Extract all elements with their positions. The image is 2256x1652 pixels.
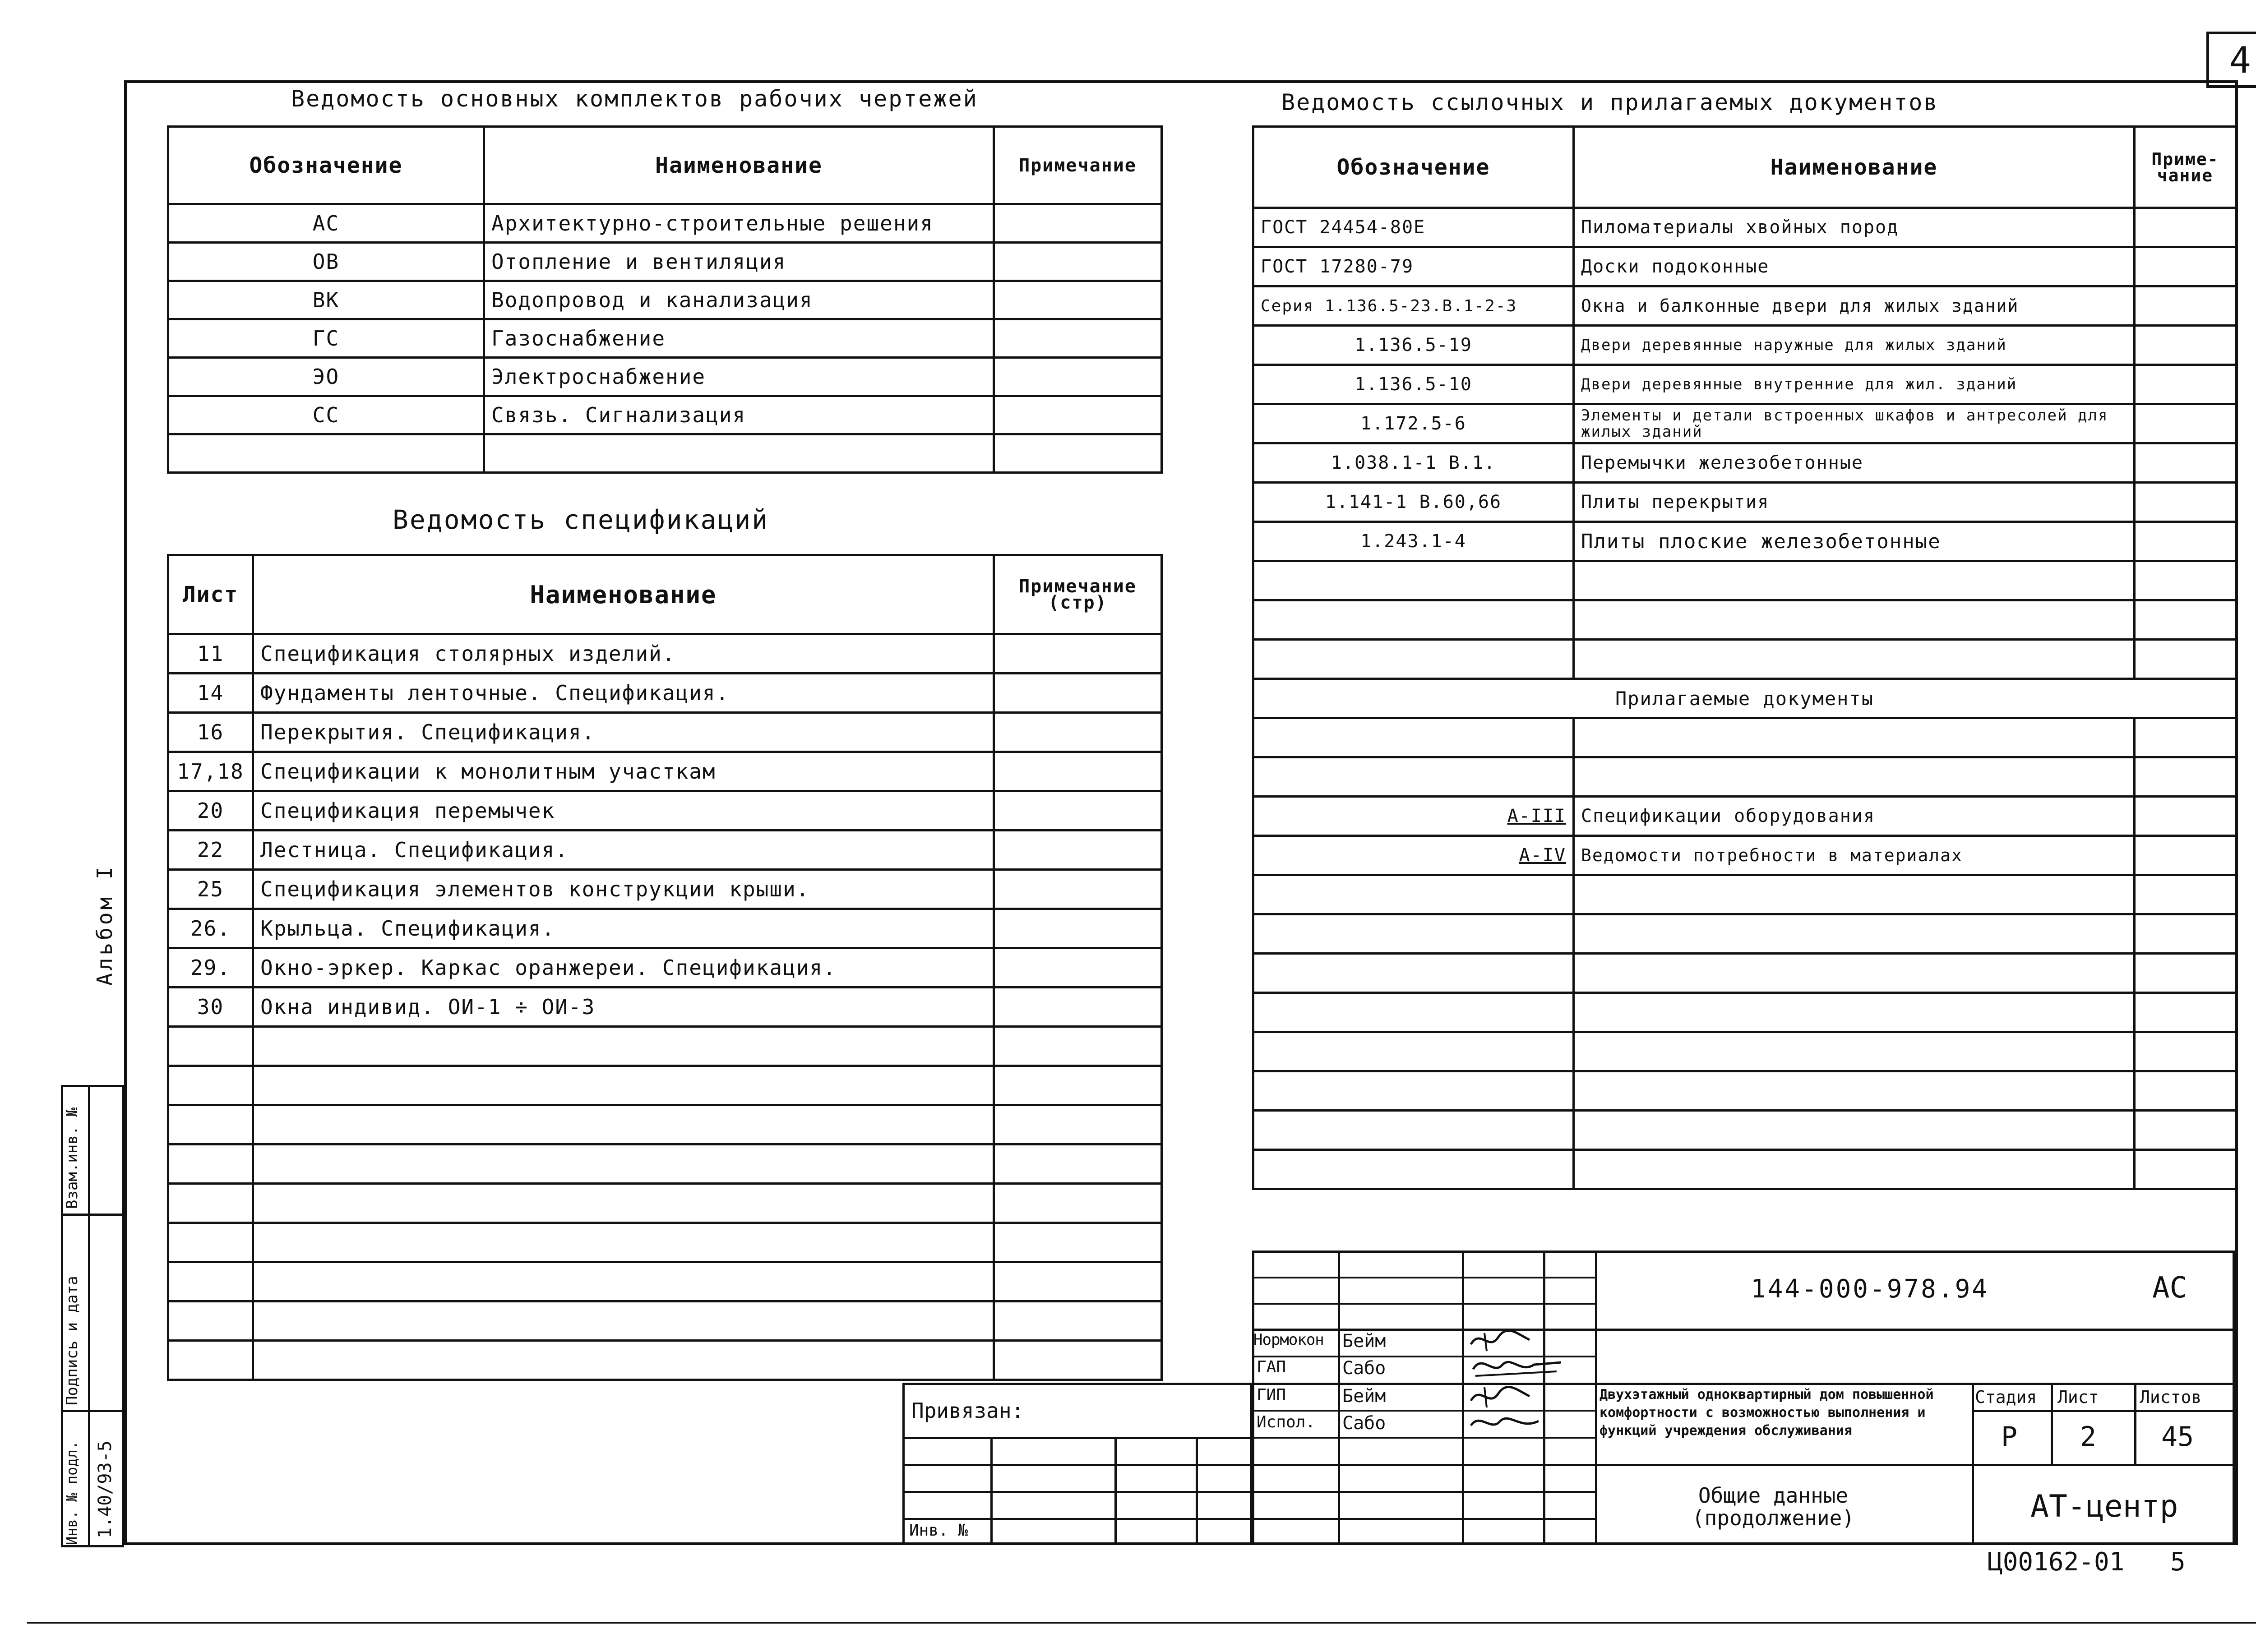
inv-podl-value: 1.40/93-5 — [95, 1440, 116, 1538]
tb-col-line — [1972, 1383, 1974, 1464]
album-label: Альбом I — [92, 864, 117, 986]
table-cell — [1253, 1071, 1574, 1111]
sign-date-label: Подпись и дата — [63, 1276, 81, 1405]
table-cell — [994, 243, 1162, 281]
company-name: АТ-центр — [2030, 1489, 2178, 1524]
role-name: Сабо — [1342, 1413, 1386, 1434]
table-cell: Архитектурно-строительные решения — [484, 204, 994, 243]
table-cell: 30 — [168, 988, 253, 1027]
table-cell — [1253, 640, 1574, 679]
sheet-title: Общие данные (продолжение) — [1692, 1483, 1855, 1530]
page-number: 4 — [2206, 32, 2256, 88]
table-cell — [994, 396, 1162, 434]
bottom-cut-line — [27, 1622, 2256, 1624]
role-label: Нормокон — [1253, 1331, 1324, 1349]
bound-stamp-line — [902, 1518, 1252, 1520]
table-cell — [2135, 914, 2236, 954]
specs-title: Ведомость спецификаций — [393, 504, 769, 535]
role-name: Сабо — [1342, 1358, 1386, 1379]
table-cell: Электроснабжение — [484, 358, 994, 396]
table-cell — [994, 1341, 1162, 1380]
table-cell — [2135, 483, 2236, 522]
table-cell — [2135, 836, 2236, 875]
tb-row-line — [1252, 1410, 1595, 1412]
table-cell: ГОСТ 24454-80Е — [1253, 208, 1574, 247]
signature-image — [1466, 1407, 1543, 1439]
inv-no-label: Инв. № — [909, 1521, 968, 1540]
tb-row-line — [1252, 1277, 1595, 1278]
table-cell — [994, 634, 1162, 674]
tb-row-line — [1252, 1464, 2235, 1466]
table-cell — [1574, 1111, 2135, 1150]
table-cell — [994, 870, 1162, 909]
table-cell — [1253, 1111, 1574, 1150]
bound-stamp-line — [902, 1437, 1252, 1439]
table-cell: Спецификация перемычек — [253, 791, 994, 831]
bound-label: Привязан: — [911, 1398, 1024, 1423]
table-cell — [1574, 561, 2135, 600]
table-cell — [2135, 286, 2236, 326]
document-code: 144-000-978.94 — [1751, 1274, 1989, 1304]
tb-row-line — [1252, 1437, 1595, 1439]
table-cell: 1.136.5-19 — [1253, 326, 1574, 365]
table-cell: Газоснабжение — [484, 319, 994, 358]
table-cell — [994, 1223, 1162, 1262]
col-header-designation: Обозначение — [168, 127, 484, 204]
table-cell: 1.136.5-10 — [1253, 365, 1574, 404]
table-cell: Плиты плоские железобетонные — [1574, 522, 2135, 561]
sheet-value: 2 — [2080, 1421, 2097, 1453]
table-cell — [994, 204, 1162, 243]
table-cell — [1574, 1071, 2135, 1111]
table-cell — [168, 1105, 253, 1144]
table-cell: 16 — [168, 713, 253, 752]
table-cell: А-IV — [1253, 836, 1574, 875]
bound-stamp-col — [990, 1437, 993, 1545]
refs-table — [1252, 125, 2237, 1190]
table-cell — [1253, 875, 1574, 914]
table-cell — [253, 1105, 994, 1144]
table-cell — [1574, 640, 2135, 679]
table-cell — [1574, 954, 2135, 993]
table-cell — [2135, 247, 2236, 286]
col-header-name: Наименование — [253, 555, 994, 634]
table-cell: 26. — [168, 909, 253, 948]
table-cell — [994, 319, 1162, 358]
table-cell — [994, 281, 1162, 319]
table-cell: Лестница. Спецификация. — [253, 831, 994, 870]
table-cell — [253, 1144, 994, 1184]
col-header-designation: Обозначение — [1253, 127, 1574, 208]
table-cell — [2135, 208, 2236, 247]
table-cell — [994, 1027, 1162, 1066]
table-cell — [168, 1341, 253, 1380]
table-cell — [994, 1066, 1162, 1105]
table-cell — [2135, 797, 2236, 836]
role-label: ГАП — [1257, 1358, 1286, 1376]
table-cell — [1253, 1150, 1574, 1189]
table-cell: Крыльца. Спецификация. — [253, 909, 994, 948]
table-cell — [168, 434, 484, 473]
table-cell — [2135, 443, 2236, 483]
table-cell: ЭО — [168, 358, 484, 396]
table-cell — [1253, 914, 1574, 954]
col-header-sheet: Лист — [168, 555, 253, 634]
tb-row-line — [1252, 1518, 1595, 1520]
table-cell — [994, 831, 1162, 870]
tb-col-line — [1543, 1251, 1545, 1545]
refs-title: Ведомость ссылочных и прилагаемых документов — [1281, 89, 1939, 115]
table-cell — [1253, 954, 1574, 993]
table-cell — [1574, 718, 2135, 757]
table-cell — [1574, 1032, 2135, 1071]
sheet-label: Лист — [2057, 1387, 2099, 1407]
table-cell — [2135, 1071, 2236, 1111]
table-cell — [253, 1066, 994, 1105]
vzam-inv-label: Взам.инв. № — [63, 1107, 81, 1209]
table-cell — [1253, 718, 1574, 757]
table-cell: Спецификации к монолитным участкам — [253, 752, 994, 791]
role-label: Испол. — [1257, 1413, 1316, 1431]
table-cell: 1.141-1 В.60,66 — [1253, 483, 1574, 522]
bound-stamp-line — [902, 1491, 1252, 1493]
table-cell: Связь. Сигнализация — [484, 396, 994, 434]
project-description: Двухэтажный одноквартирный дом повышенной комфортности с возможностью выполнения и функций учреждения обслуживания — [1600, 1387, 1934, 1439]
side-stamp-row-line — [61, 1214, 124, 1216]
table-cell: Отопление и вентиляция — [484, 243, 994, 281]
table-cell: 1.172.5-6 — [1253, 404, 1574, 443]
tb-col-line — [2134, 1383, 2136, 1464]
table-cell — [994, 1105, 1162, 1144]
table-cell — [994, 791, 1162, 831]
table-cell: АС — [168, 204, 484, 243]
table-cell: СС — [168, 396, 484, 434]
table-cell — [994, 1262, 1162, 1301]
table-cell — [2135, 993, 2236, 1032]
table-cell — [1253, 561, 1574, 600]
table-cell — [994, 909, 1162, 948]
table-cell — [253, 1027, 994, 1066]
table-cell — [253, 1341, 994, 1380]
table-cell: Водопровод и канализация — [484, 281, 994, 319]
bound-stamp-col — [1114, 1437, 1117, 1545]
table-cell: ГС — [168, 319, 484, 358]
footer-number: 5 — [2170, 1547, 2186, 1577]
table-cell: Элементы и детали встроенных шкафов и антресолей для жилых зданий — [1574, 404, 2135, 443]
table-cell — [2135, 1032, 2236, 1071]
table-cell: 1.243.1-4 — [1253, 522, 1574, 561]
table-cell — [2135, 1111, 2236, 1150]
tb-col-line — [2051, 1383, 2053, 1464]
table-cell — [1574, 757, 2135, 797]
table-cell — [168, 1223, 253, 1262]
table-cell — [1253, 1032, 1574, 1071]
role-label: ГИП — [1257, 1386, 1286, 1404]
table-cell — [1574, 1150, 2135, 1189]
table-cell — [2135, 718, 2236, 757]
table-cell — [994, 948, 1162, 988]
footer-code: Ц00162-01 — [1988, 1547, 2125, 1577]
table-cell — [1574, 875, 2135, 914]
table-cell — [1253, 600, 1574, 640]
col-header-name: Наименование — [1574, 127, 2135, 208]
role-name: Бейм — [1342, 1386, 1386, 1407]
table-cell: Спецификация элементов конструкции крыши. — [253, 870, 994, 909]
table-cell — [994, 752, 1162, 791]
table-cell — [994, 1184, 1162, 1223]
table-cell — [994, 988, 1162, 1027]
table-cell — [994, 1144, 1162, 1184]
table-cell — [994, 358, 1162, 396]
table-cell: Пиломатериалы хвойных пород — [1574, 208, 2135, 247]
table-cell: Перекрытия. Спецификация. — [253, 713, 994, 752]
tb-col-line — [1338, 1251, 1340, 1545]
sheets-label: Листов — [2140, 1387, 2202, 1407]
side-stamp-row-line — [61, 1410, 124, 1412]
stage-label: Стадия — [1975, 1387, 2037, 1407]
table-cell — [994, 674, 1162, 713]
table-cell — [994, 1301, 1162, 1341]
table-cell: Двери деревянные наружные для жилых зданий — [1574, 326, 2135, 365]
table-cell — [2135, 365, 2236, 404]
table-cell — [2135, 561, 2236, 600]
main-sets-table — [167, 125, 1163, 474]
table-cell — [994, 434, 1162, 473]
table-cell: 22 — [168, 831, 253, 870]
col-header-name: Наименование — [484, 127, 994, 204]
table-cell: Спецификация столярных изделий. — [253, 634, 994, 674]
role-name: Бейм — [1342, 1331, 1386, 1352]
table-cell: 17,18 — [168, 752, 253, 791]
table-cell: 14 — [168, 674, 253, 713]
table-cell — [168, 1301, 253, 1341]
table-cell — [253, 1301, 994, 1341]
table-cell — [2135, 600, 2236, 640]
table-cell — [168, 1027, 253, 1066]
table-cell: Окна и балконные двери для жилых зданий — [1574, 286, 2135, 326]
table-cell — [2135, 1150, 2236, 1189]
table-cell — [168, 1144, 253, 1184]
table-cell: Окно-эркер. Каркас оранжереи. Спецификация. — [253, 948, 994, 988]
table-cell — [168, 1066, 253, 1105]
table-cell: 1.038.1-1 В.1. — [1253, 443, 1574, 483]
table-cell — [1253, 993, 1574, 1032]
table-cell — [1574, 600, 2135, 640]
table-cell: 29. — [168, 948, 253, 988]
table-cell — [1574, 914, 2135, 954]
table-cell — [253, 1184, 994, 1223]
table-cell — [253, 1223, 994, 1262]
table-cell — [253, 1262, 994, 1301]
table-cell: Серия 1.136.5-23.В.1-2-3 — [1253, 286, 1574, 326]
table-cell — [2135, 757, 2236, 797]
table-cell — [2135, 954, 2236, 993]
table-cell: ОВ — [168, 243, 484, 281]
table-cell: ГОСТ 17280-79 — [1253, 247, 1574, 286]
col-header-note: Приме-чание — [2135, 127, 2236, 208]
table-cell — [2135, 522, 2236, 561]
col-header-note: Примечание — [994, 127, 1162, 204]
tb-col-line — [1972, 1464, 1974, 1545]
table-cell: ВК — [168, 281, 484, 319]
tb-row-line — [1972, 1410, 2235, 1412]
tb-row-line — [1252, 1303, 1595, 1305]
bound-stamp-col — [1196, 1437, 1198, 1545]
table-cell: А-III — [1253, 797, 1574, 836]
table-cell — [994, 713, 1162, 752]
table-cell: Перемычки железобетонные — [1574, 443, 2135, 483]
sheets-value: 45 — [2161, 1421, 2194, 1453]
table-cell: 11 — [168, 634, 253, 674]
table-cell: 25 — [168, 870, 253, 909]
tb-row-line — [1252, 1383, 2235, 1385]
table-cell: Фундаменты ленточные. Спецификация. — [253, 674, 994, 713]
table-cell — [168, 1262, 253, 1301]
main-sets-title: Ведомость основных комплектов рабочих чертежей — [291, 86, 978, 112]
table-cell: Доски подоконные — [1574, 247, 2135, 286]
table-cell: Плиты перекрытия — [1574, 483, 2135, 522]
table-cell — [484, 434, 994, 473]
table-cell — [2135, 326, 2236, 365]
tb-col-line — [1462, 1251, 1464, 1545]
col-header-note: Примечание (стр) — [994, 555, 1162, 634]
side-stamp-divider — [88, 1085, 90, 1547]
table-cell — [2135, 640, 2236, 679]
inv-podl-label: Инв. № подл. — [63, 1440, 80, 1545]
specs-table — [167, 554, 1163, 1381]
tb-row-line — [1252, 1491, 1595, 1493]
table-cell: Окна индивид. ОИ-1 ÷ ОИ-3 — [253, 988, 994, 1027]
document-mark: АС — [2152, 1271, 2187, 1305]
table-cell: Ведомости потребности в материалах — [1574, 836, 2135, 875]
tb-row-line — [1252, 1329, 2235, 1331]
tb-col-line — [1595, 1251, 1597, 1545]
table-cell — [2135, 404, 2236, 443]
signature-image — [1466, 1351, 1566, 1383]
table-cell: Двери деревянные внутренние для жил. зданий — [1574, 365, 2135, 404]
table-cell — [168, 1184, 253, 1223]
table-cell — [2135, 875, 2236, 914]
table-cell — [1574, 993, 2135, 1032]
table-cell — [1253, 757, 1574, 797]
stage-value: Р — [2001, 1421, 2018, 1453]
table-cell: Спецификации оборудования — [1574, 797, 2135, 836]
bound-stamp-line — [902, 1464, 1252, 1466]
table-cell: 20 — [168, 791, 253, 831]
attached-docs-title: Прилагаемые документы — [1253, 679, 2236, 718]
